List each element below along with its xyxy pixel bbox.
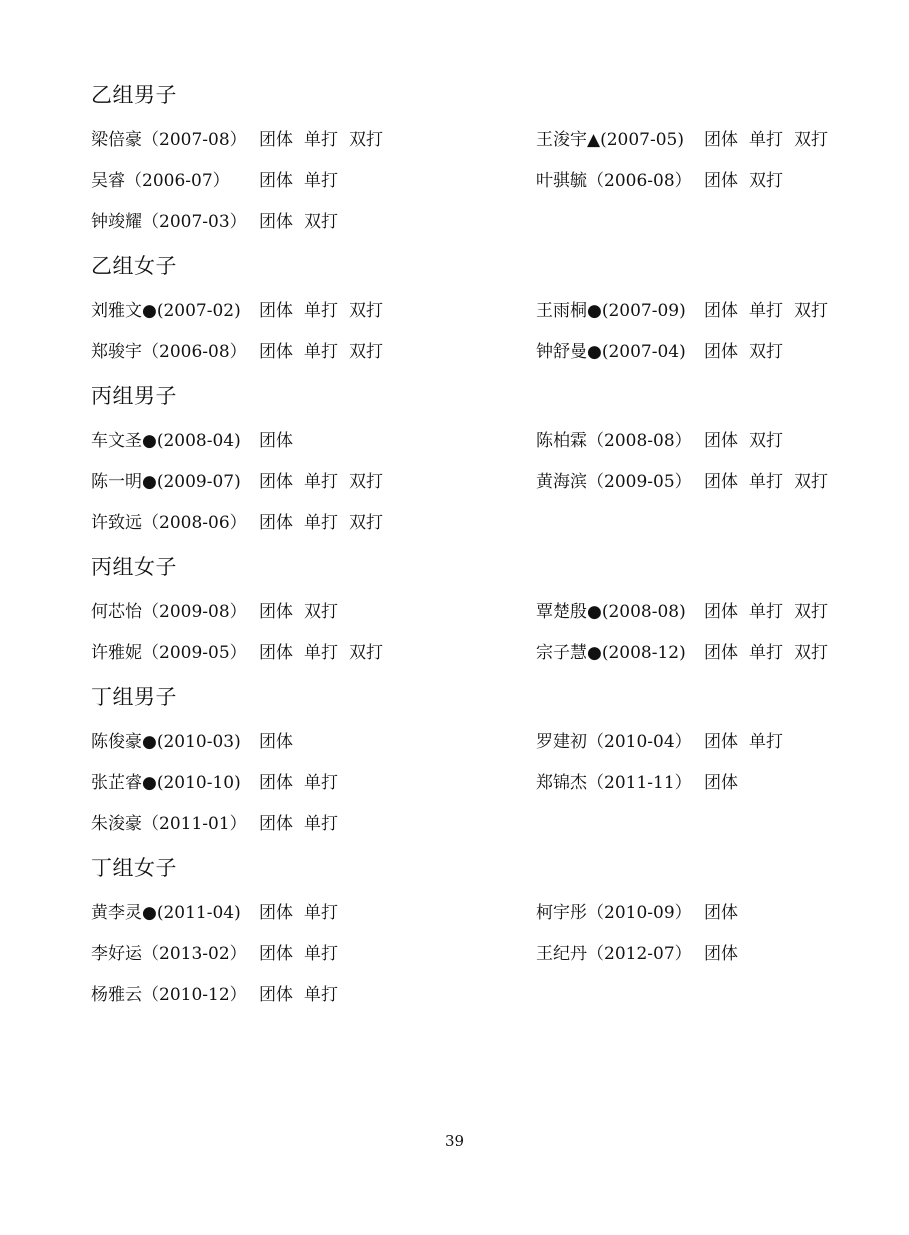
event-list	[259, 125, 394, 150]
section-title: 丙组女子	[91, 555, 177, 579]
player-name: 黄李灵●(2011-04)	[91, 903, 241, 923]
player-name: 陈俊豪●(2010-03)	[91, 732, 241, 752]
player-name: 梁倍豪（2007-08）	[91, 130, 247, 150]
event-label: 双打	[794, 130, 828, 150]
player-name: 钟舒曼●(2007-04)	[536, 342, 686, 362]
event-list	[704, 296, 839, 321]
player-entry	[91, 719, 536, 760]
event-label: 单打	[749, 301, 783, 321]
event-list	[704, 638, 839, 663]
event-label: 双打	[794, 602, 828, 622]
page-number: 39	[444, 1132, 465, 1150]
event-label: 单打	[304, 903, 338, 923]
event-label: 单打	[304, 342, 338, 362]
event-label: 单打	[304, 773, 338, 793]
event-label: 单打	[304, 985, 338, 1005]
event-label: 团体	[259, 985, 293, 1005]
event-label: 团体	[259, 513, 293, 533]
event-label: 团体	[259, 773, 293, 793]
event-label: 单打	[749, 732, 783, 752]
event-list	[259, 809, 349, 834]
player-entry	[91, 972, 536, 1013]
player-entry	[91, 158, 536, 199]
player-entry	[536, 117, 851, 158]
player-entry	[536, 500, 851, 541]
event-label: 双打	[749, 431, 783, 451]
event-list	[259, 727, 304, 752]
player-entry	[91, 329, 536, 370]
player-name: 吴睿（2006-07）	[91, 171, 230, 191]
event-label: 双打	[349, 513, 383, 533]
player-entry	[536, 158, 851, 199]
roster-content	[91, 78, 851, 1025]
event-label: 团体	[259, 212, 293, 232]
player-entry	[91, 199, 536, 240]
event-label: 团体	[704, 643, 738, 663]
event-list	[259, 898, 349, 923]
event-label: 团体	[259, 171, 293, 191]
event-label: 单打	[749, 472, 783, 492]
event-label: 团体	[704, 602, 738, 622]
event-list	[259, 467, 394, 492]
group-section	[91, 683, 851, 842]
event-list	[704, 337, 794, 362]
event-list	[259, 768, 349, 793]
player-name: 王纪丹（2012-07）	[536, 944, 692, 964]
player-name: 张芷睿●(2010-10)	[91, 773, 241, 793]
player-entry	[536, 760, 851, 801]
event-list	[704, 125, 839, 150]
event-list	[259, 508, 394, 533]
entry-grid	[91, 719, 851, 842]
entry-grid	[91, 418, 851, 541]
player-entry	[91, 801, 536, 842]
player-entry	[91, 117, 536, 158]
player-entry	[536, 801, 851, 842]
event-list	[704, 898, 749, 923]
player-entry	[91, 890, 536, 931]
event-label: 团体	[259, 732, 293, 752]
player-entry	[536, 890, 851, 931]
player-entry	[91, 418, 536, 459]
event-list	[704, 939, 749, 964]
player-entry	[91, 500, 536, 541]
event-label: 双打	[304, 602, 338, 622]
event-label: 单打	[304, 944, 338, 964]
event-list	[704, 166, 794, 191]
section-title: 丁组男子	[91, 685, 177, 709]
player-entry	[91, 760, 536, 801]
player-name: 许致远（2008-06）	[91, 513, 247, 533]
player-name: 钟竣耀（2007-03）	[91, 212, 247, 232]
event-list	[704, 597, 839, 622]
player-entry	[536, 199, 851, 240]
player-name: 何芯怡（2009-08）	[91, 602, 247, 622]
group-section	[91, 553, 851, 671]
event-label: 单打	[304, 130, 338, 150]
event-list	[259, 597, 349, 622]
group-section	[91, 252, 851, 370]
player-name: 叶骐毓（2006-08）	[536, 171, 692, 191]
event-label: 双打	[349, 342, 383, 362]
player-name: 车文圣●(2008-04)	[91, 431, 241, 451]
event-label: 团体	[704, 431, 738, 451]
player-name: 宗子慧●(2008-12)	[536, 643, 686, 663]
event-label: 单打	[749, 643, 783, 663]
group-section	[91, 81, 851, 240]
player-name: 郑锦杰（2011-11）	[536, 773, 692, 793]
group-section	[91, 382, 851, 541]
group-section	[91, 854, 851, 1013]
player-name: 黄海滨（2009-05）	[536, 472, 692, 492]
player-name: 覃楚殷●(2008-08)	[536, 602, 686, 622]
event-label: 团体	[704, 130, 738, 150]
event-list	[259, 939, 349, 964]
player-entry	[536, 719, 851, 760]
event-list	[259, 980, 349, 1005]
player-name: 柯宇彤（2010-09）	[536, 903, 692, 923]
event-label: 团体	[704, 732, 738, 752]
player-name: 陈柏霖（2008-08）	[536, 431, 692, 451]
player-name: 杨雅云（2010-12）	[91, 985, 247, 1005]
event-label: 团体	[704, 171, 738, 191]
player-entry	[536, 418, 851, 459]
event-list	[259, 337, 394, 362]
player-entry	[536, 329, 851, 370]
event-label: 单打	[304, 643, 338, 663]
event-label: 双打	[749, 171, 783, 191]
event-label: 团体	[259, 944, 293, 964]
event-label: 单打	[749, 602, 783, 622]
event-list	[704, 727, 794, 752]
event-label: 团体	[259, 903, 293, 923]
event-label: 团体	[704, 342, 738, 362]
event-label: 双打	[349, 643, 383, 663]
player-name: 许雅妮（2009-05）	[91, 643, 247, 663]
event-label: 单打	[304, 814, 338, 834]
player-entry	[91, 931, 536, 972]
player-name: 郑骏宇（2006-08）	[91, 342, 247, 362]
section-title: 乙组女子	[91, 254, 177, 278]
event-list	[259, 426, 304, 451]
player-name: 王浚宇▲(2007-05)	[536, 130, 684, 150]
player-entry	[91, 630, 536, 671]
event-label: 单打	[304, 301, 338, 321]
event-label: 双打	[794, 472, 828, 492]
player-entry	[536, 459, 851, 500]
event-label: 团体	[704, 773, 738, 793]
event-list	[704, 467, 839, 492]
player-name: 罗建初（2010-04）	[536, 732, 692, 752]
event-list	[259, 296, 394, 321]
event-label: 团体	[704, 944, 738, 964]
player-entry	[91, 589, 536, 630]
event-label: 双打	[794, 301, 828, 321]
entry-grid	[91, 890, 851, 1013]
event-label: 团体	[704, 301, 738, 321]
player-entry	[536, 931, 851, 972]
player-name: 陈一明●(2009-07)	[91, 472, 241, 492]
entry-grid	[91, 117, 851, 240]
event-label: 团体	[704, 903, 738, 923]
event-label: 团体	[259, 342, 293, 362]
player-entry	[536, 288, 851, 329]
section-title: 乙组男子	[91, 83, 177, 107]
event-label: 双打	[349, 130, 383, 150]
event-list	[259, 166, 349, 191]
player-entry	[536, 589, 851, 630]
event-label: 团体	[259, 472, 293, 492]
event-label: 双打	[304, 212, 338, 232]
event-label: 双打	[749, 342, 783, 362]
section-title: 丙组男子	[91, 384, 177, 408]
event-label: 团体	[259, 130, 293, 150]
player-entry	[91, 459, 536, 500]
player-name: 刘雅文●(2007-02)	[91, 301, 241, 321]
event-label: 团体	[259, 431, 293, 451]
player-entry	[91, 288, 536, 329]
event-label: 团体	[259, 602, 293, 622]
player-name: 朱浚豪（2011-01）	[91, 814, 247, 834]
entry-grid	[91, 288, 851, 370]
event-label: 单打	[749, 130, 783, 150]
event-label: 双打	[349, 301, 383, 321]
player-entry	[536, 630, 851, 671]
event-label: 团体	[259, 301, 293, 321]
event-label: 团体	[259, 814, 293, 834]
entry-grid	[91, 589, 851, 671]
event-label: 团体	[704, 472, 738, 492]
section-title: 丁组女子	[91, 856, 177, 880]
event-label: 双打	[794, 643, 828, 663]
event-list	[704, 768, 749, 793]
player-name: 李好运（2013-02）	[91, 944, 247, 964]
event-list	[259, 207, 349, 232]
event-label: 单打	[304, 513, 338, 533]
event-list	[704, 426, 794, 451]
event-label: 单打	[304, 171, 338, 191]
event-label: 单打	[304, 472, 338, 492]
player-name: 王雨桐●(2007-09)	[536, 301, 686, 321]
event-list	[259, 638, 394, 663]
event-label: 团体	[259, 643, 293, 663]
player-entry	[536, 972, 851, 1013]
event-label: 双打	[349, 472, 383, 492]
